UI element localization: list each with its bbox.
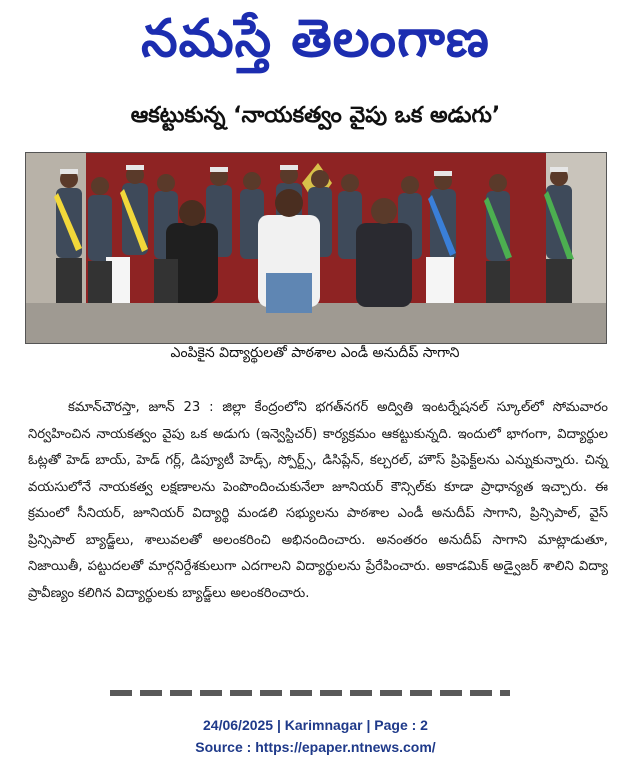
source-link[interactable]: Source : https://epaper.ntnews.com/ [195,739,436,755]
article-body: కమాన్‌చౌరస్తా, జూన్ 23 : జిల్లా కేంద్రంలోని భగత్‌నగర్ అద్వితి ఇంటర్నేషనల్ స్కూల్‌లో సోమవారం నిర్వహించిన నాయకత్వం వైపు ఒక అడుగు (ఇన్వెస్టిచర్) కార్యక్రమం ఆకట్టుకున్నది. ఇందులో భాగంగా, విద్యార్థుల ఓట్లతో హెడ్ బాయ్, హెడ్ గర్ల్, డిప్యూటీ హెడ్స్, స్పోర్ట్స్, డిసిప్లేన్, కల్చరల్, హౌస్ ప్రిఫెక్ట్‌లను ఎన్నుకున్నారు. చిన్న వయసులోనే నాయకత్వ లక్షణాలను పెంపొందించుకునేలా జూనియర్ కౌన్సిల్‌కు కూడా ప్రాధాన్యత ఇచ్చారు. ఈ క్రమంలో సీనియర్, జూనియర్ విద్యార్థి మండలి సభ్యులను పాఠశాల ఎండీ అనుదీప్ సాగాని, ప్రిన్సిపాల్, వైస్ ప్రిన్సిపాల్ బ్యాడ్జ్‌లు, శాలువలతో అలంకరించి అభినందించారు. అనంతరం అనుదీప్ సాగాని మాట్లాడుతూ, నిజాయితీ, పట్టుదలతో మార్గనిర్దేశకులుగా ఎదగాలని విద్యార్థులను ప్రేరేపించారు. అకాడమిక్ అడ్వైజర్ శాలిని విద్యా ప్రావీణ్యం కలిగిన విద్యార్థులకు బ్యాడ్జ్‌లు అలంకరించారు. [28,400,608,601]
clipping-footer [0,714,631,758]
clipping-cut-line [110,690,510,696]
article-headline: ఆకట్టుకున్న ‘నాయకత్వం వైపు ఒక అడుగు’ [130,103,501,128]
masthead [0,4,631,74]
edition-info: 24/06/2025 | Karimnagar | Page : 2 [203,717,428,733]
newspaper-logo: నమస్తే తెలంగాణ [141,9,490,69]
article-photo [25,152,607,344]
group-photo-illustration [26,153,606,343]
photo-caption: ఎంపికైన విద్యార్థులతో పాఠశాల ఎండీ అనుదీప్ సాగాని [170,345,460,361]
